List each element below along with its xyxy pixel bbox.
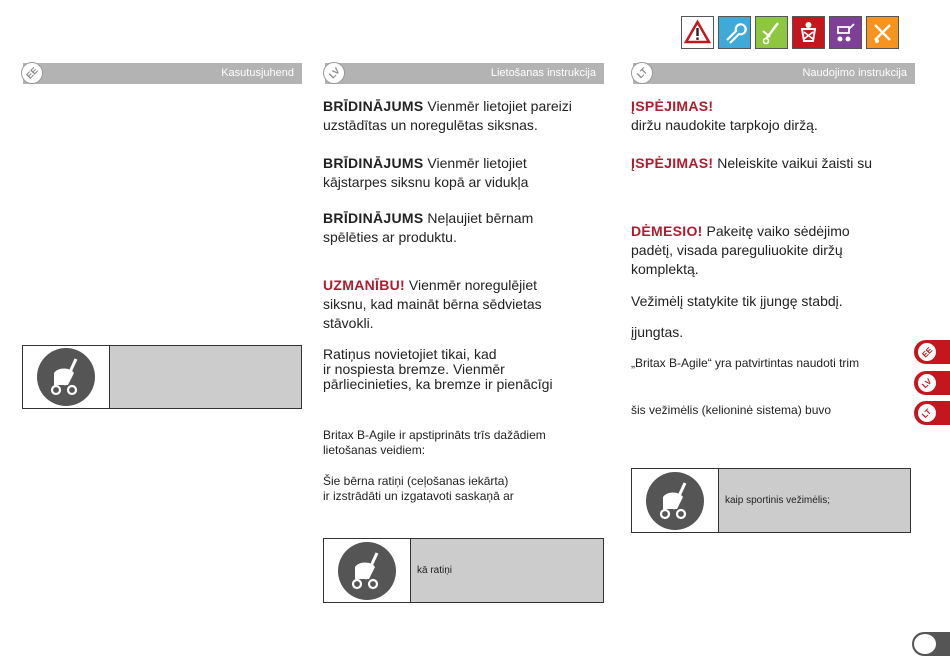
warning-icon	[681, 16, 714, 49]
lt-caution-1: DĖMESIO! Pakeitę vaiko sėdėjimo padėtį, visada pareguliuokite diržų komplektą.	[631, 223, 850, 277]
lv-approved-text: Britax B-Agile ir apstiprināts trīs dažādiem lietošanas veidiem:	[323, 428, 546, 457]
stroller-icon	[646, 472, 704, 530]
pictogram-strip	[681, 16, 899, 49]
lv-warning-2: BRĪDINĀJUMS Vienmēr lietojiet kājstarpes siksnu kopā ar vidukļa	[323, 155, 529, 190]
side-tab-lt[interactable]	[914, 401, 950, 425]
column-header-lv	[325, 63, 604, 84]
stroller-icon-cell	[324, 539, 411, 602]
stroller-info-text: kā ratiņi	[411, 539, 603, 602]
stroller-icon-cell	[632, 469, 719, 532]
tab-badge: LV	[917, 373, 937, 393]
fold-stroller-icon	[755, 16, 788, 49]
tab-badge: EE	[917, 342, 937, 362]
lt-warning-1: ĮSPĖJIMAS! diržu naudokite tarpkojo diržą.	[631, 98, 818, 133]
stroller-icon	[37, 348, 95, 406]
lt-parking-text: Vežimėlį statykite tik įjungę stabdį.	[631, 293, 843, 309]
stroller-info-text	[110, 346, 301, 408]
lv-warning-1: BRĪDINĀJUMS Vienmēr lietojiet pareizi uzstādītas un noregulētas siksnas.	[323, 98, 572, 133]
stroller-icon-cell	[23, 346, 110, 408]
language-badge-lv: LV	[323, 62, 345, 84]
stroller-info-box-ee	[22, 345, 302, 409]
lv-parking-text: Ratiņus novietojiet tikai, kad ir nospiesta bremze. Vienmēr pārliecinieties, ka bremze ir pienācīgi	[323, 346, 553, 392]
tool-icon	[866, 16, 899, 49]
lt-made-text: šis vežimėlis (kelioninė sistema) buvo	[631, 403, 832, 417]
side-tab-ee[interactable]	[914, 340, 950, 364]
accessory-icon	[829, 16, 862, 49]
header-text: Naudojimo instrukcija	[802, 67, 907, 79]
language-badge-lt: LT	[631, 62, 653, 84]
language-badge-ee: EE	[21, 62, 43, 84]
stroller-info-box-lv	[323, 538, 604, 603]
side-tab-lv[interactable]	[914, 371, 950, 395]
header-text: Kasutusjuhend	[221, 67, 294, 79]
lv-caution-1: UZMANĪBU! Vienmēr noregulējiet siksnu, kad maināt bērna sēdvietas stāvokli.	[323, 277, 542, 331]
lv-made-text: Šie bērna ratiņi (ceļošanas iekārta) ir izstrādāti un izgatavoti saskaņā ar	[323, 474, 514, 503]
column-header-lt	[633, 63, 915, 84]
lt-approved-text: „Britax B-Agile“ yra patvirtintas naudoti trim	[631, 356, 860, 370]
wrench-icon	[718, 16, 751, 49]
child-harness-icon	[792, 16, 825, 49]
page-marker-circle	[914, 634, 936, 654]
header-text: Lietošanas instrukcija	[490, 67, 596, 79]
stroller-info-text: kaip sportinis vežimėlis;	[719, 469, 910, 532]
column-header-ee	[23, 63, 302, 84]
lt-warning-2: ĮSPĖJIMAS! Neleiskite vaikui žaisti su	[631, 155, 873, 171]
page-marker	[912, 632, 950, 656]
lv-warning-3: BRĪDINĀJUMS Neļaujiet bērnam spēlēties ar produktu.	[323, 210, 534, 245]
lt-on-text: įjungtas.	[631, 324, 684, 340]
tab-badge: LT	[917, 403, 937, 423]
stroller-icon	[338, 542, 396, 600]
stroller-info-box-lt	[631, 468, 911, 533]
